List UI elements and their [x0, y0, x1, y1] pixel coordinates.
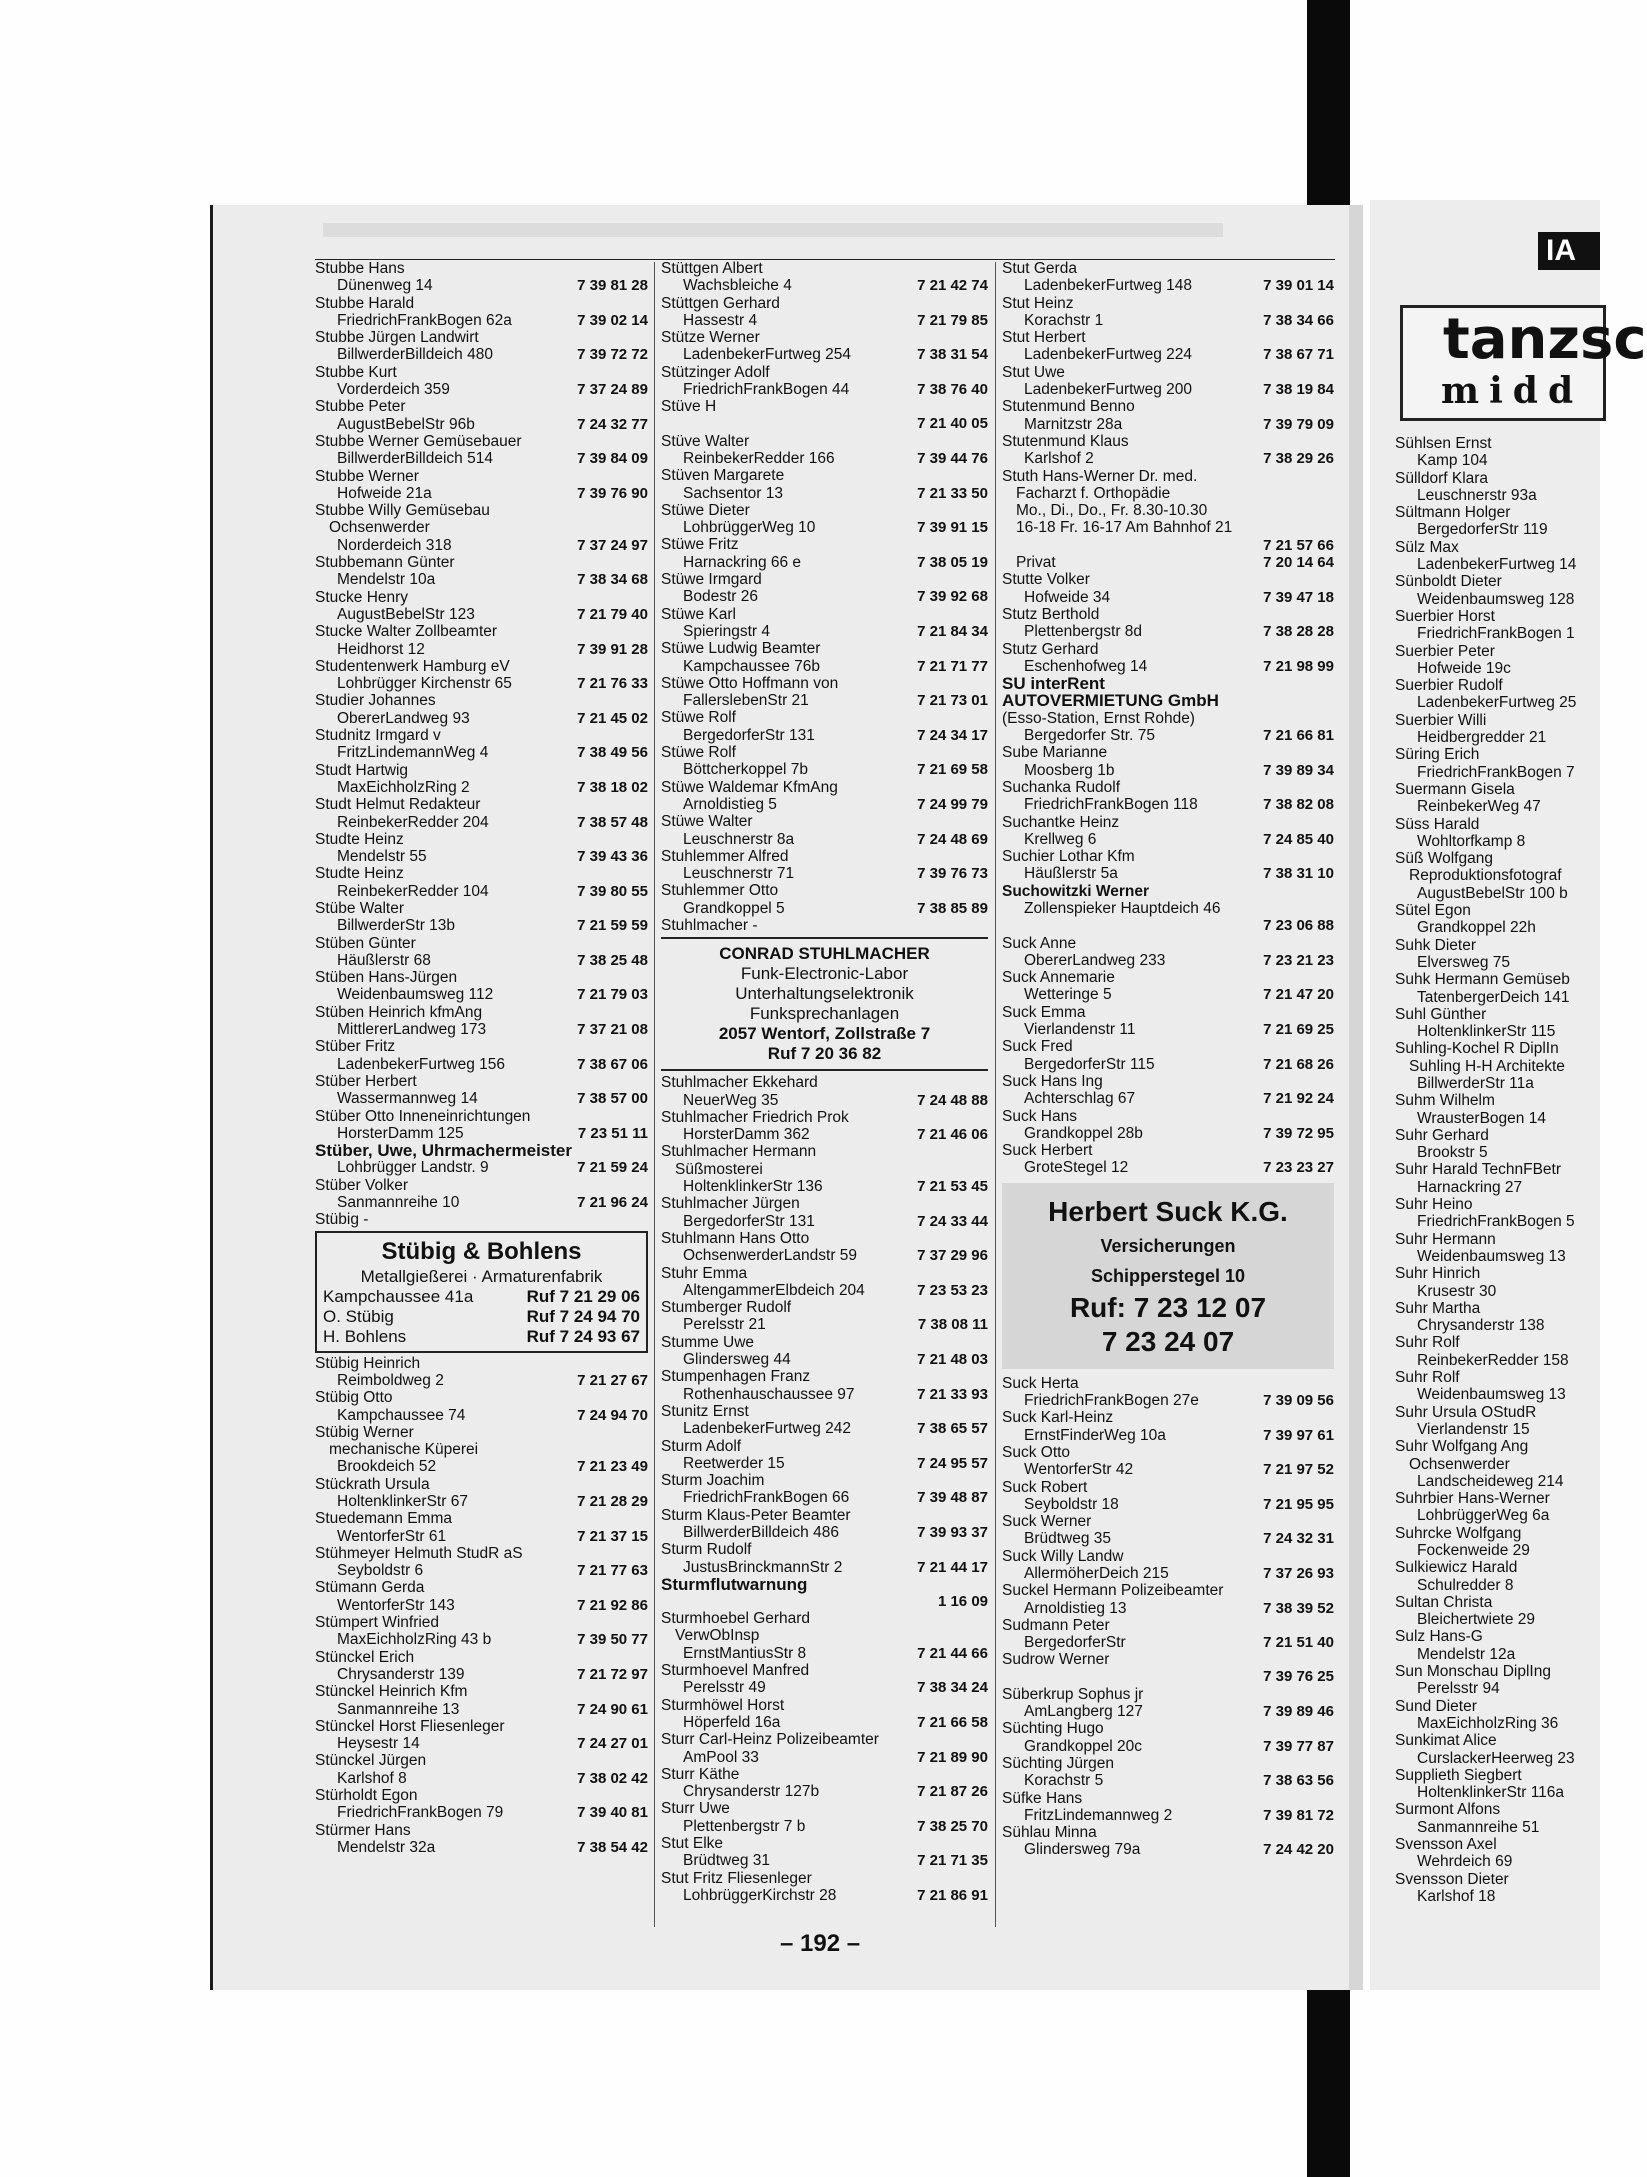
list-item: Süß Wolfgang Reproduktionsfotograf AugustBebelStr 100 b [1395, 850, 1568, 902]
phone-number: 7 39 50 77 [577, 1631, 648, 1649]
page-number: – 192 – [780, 1930, 861, 1957]
interrent-entry: SU interRent AUTOVERMIETUNG GmbH (Esso-Station, Ernst Rohde) Bergedorfer Str. 75 7 21 66 81 [1002, 674, 1334, 745]
phone-number: 7 38 29 26 [1263, 450, 1334, 468]
list-item: Süchting Hugo Grandkoppel 20c 7 39 77 87 [1002, 1720, 1334, 1755]
phone-number: 7 21 27 67 [577, 1371, 648, 1389]
list-item: Suhr Hinrich Krusestr 30 [1395, 1265, 1497, 1300]
list-item: Sunkimat Alice CurslackerHeerweg 23 [1395, 1732, 1575, 1767]
list-item: Stüwe Rolf BergedorferStr 131 7 24 34 17 [661, 709, 988, 744]
list-item: Sülldorf Klara Leuschnerstr 93a [1395, 469, 1537, 504]
list-item: Stünckel Horst Fliesenleger Heysestr 14 7 24 27 01 [315, 1717, 648, 1753]
phone-number: 7 21 45 02 [577, 709, 648, 727]
list-item: Stünckel Erich Chrysanderstr 139 7 21 72 97 [315, 1648, 648, 1683]
phone-number: 7 21 79 85 [917, 311, 988, 329]
list-item: Sültmann Holger BergedorferStr 119 [1395, 504, 1548, 539]
phone-number: 7 39 72 72 [577, 346, 648, 364]
column-1 [315, 260, 648, 1856]
list-item: Stübig Werner mechanische Küperei Brookdeich 52 7 21 23 49 [315, 1423, 648, 1476]
list-item: Suck Annemarie Wetteringe 5 7 21 47 20 [1002, 969, 1334, 1004]
list-item: Studt Helmut Redakteur ReinbekerRedder 204 7 38 57 48 [315, 796, 648, 831]
list-item: Suchowitzki Werner Zollenspieker Hauptdeich 46 7 23 06 88 [1002, 882, 1334, 935]
list-item: Suchanka Rudolf FriedrichFrankBogen 118 7 38 82 08 [1002, 778, 1334, 814]
phone-number: 7 21 42 74 [917, 277, 988, 295]
phone-number: 7 38 57 00 [577, 1090, 648, 1108]
column-divider [654, 262, 655, 1927]
phone-number: 7 21 51 40 [1263, 1634, 1334, 1652]
phone-number: 7 21 86 91 [917, 1886, 988, 1904]
phone-number: 7 38 85 89 [917, 899, 988, 917]
list-item: Sturr Carl-Heinz Polizeibeamter AmPool 33 7 21 89 90 [661, 1731, 988, 1766]
phone-number: 7 38 02 42 [577, 1769, 648, 1787]
phone-number: 7 39 97 61 [1263, 1426, 1334, 1444]
list-item: Stümpert Winfried MaxEichholzRing 43 b 7 39 50 77 [315, 1614, 648, 1649]
phone-number: 7 24 32 77 [577, 415, 648, 433]
list-item: Stüwe Dieter LohbrüggerWeg 10 7 39 91 15 [661, 501, 988, 537]
list-item: Stubbe Peter AugustBebelStr 96b 7 24 32 77 [315, 398, 648, 433]
column-3 [1002, 260, 1334, 1859]
phone-number: 7 39 76 25 [1263, 1668, 1334, 1686]
list-item: Stutte Volker Hofweide 34 7 39 47 18 [1002, 571, 1334, 606]
list-item: Stuhlmacher Friedrich Prok HorsterDamm 362 7 21 46 06 [661, 1108, 988, 1144]
list-item: Sturr Käthe Chrysanderstr 127b 7 21 87 26 [661, 1765, 988, 1801]
list-item: Sturm Adolf Reetwerder 15 7 24 95 57 [661, 1437, 988, 1472]
list-item: Sütel Egon Grandkoppel 22h [1395, 902, 1536, 937]
phone-number: 7 24 90 61 [577, 1700, 648, 1718]
phone-number: 7 24 33 44 [917, 1212, 988, 1230]
list-item: Stünckel Heinrich Kfm Sanmannreihe 13 7 24 90 61 [315, 1683, 648, 1718]
list-item: Studte Heinz ReinbekerRedder 104 7 39 80 55 [315, 865, 648, 900]
phone-number: 7 21 92 24 [1263, 1090, 1334, 1108]
phone-number: 7 38 34 68 [577, 571, 648, 589]
phone-number: 7 21 69 25 [1263, 1021, 1334, 1039]
list-item: Stüwe Rolf Böttcherkoppel 7b 7 21 69 58 [661, 744, 988, 779]
list-item: Suermann Gisela ReinbekerWeg 47 [1395, 780, 1541, 816]
phone-number: 7 39 44 76 [917, 449, 988, 467]
list-item: Supplieth Siegbert HoltenklinkerStr 116a [1395, 1766, 1565, 1802]
phone-number: 7 23 51 11 [577, 1124, 648, 1142]
phone-number: 7 23 53 23 [917, 1281, 988, 1299]
phone-number: 7 39 79 09 [1263, 415, 1334, 433]
phone-number: 7 38 25 48 [577, 951, 648, 969]
list-item: Stüben Günter Häußlerstr 68 7 38 25 48 [315, 934, 648, 969]
phone-number: 7 39 48 87 [917, 1489, 988, 1507]
phone-number: 7 39 84 09 [577, 450, 648, 468]
list-item: Stüwe Otto Hoffmann von FallerslebenStr 21 7 21 73 01 [661, 674, 988, 710]
phone-number: 7 21 71 35 [917, 1852, 988, 1870]
list-item: Suck Hans Ing Achterschlag 67 7 21 92 24 [1002, 1072, 1334, 1108]
phone-number: 7 21 97 52 [1263, 1461, 1334, 1479]
phone-number: 7 21 84 34 [917, 622, 988, 640]
list-item: Sülz Max LadenbekerFurtweg 14 [1395, 538, 1577, 574]
list-item: Stuhlmacher Ekkehard NeuerWeg 35 7 24 48 88 [661, 1074, 988, 1109]
phone-number: 7 39 40 81 [577, 1804, 648, 1822]
list-item: Studentenwerk Hamburg eV Lohbrügger Kirchenstr 65 7 21 76 33 [315, 657, 648, 693]
list-item: Süchting Jürgen Korachstr 5 7 38 63 56 [1002, 1754, 1334, 1790]
list-item: Stuedemann Emma WentorferStr 61 7 21 37 15 [315, 1510, 648, 1545]
column-divider [995, 262, 996, 1927]
phone-number: 7 38 31 54 [917, 346, 988, 364]
phone-number: 7 38 25 70 [917, 1817, 988, 1835]
phone-number: 7 38 82 08 [1263, 796, 1334, 814]
list-item: Stubbemann Günter Mendelstr 10a 7 38 34 68 [315, 554, 648, 589]
phone-number: 7 24 32 31 [1263, 1530, 1334, 1548]
phone-number: 7 37 26 93 [1263, 1565, 1334, 1582]
list-item: Stüben Heinrich kfmAng MittlererLandweg 173 7 37 21 08 [315, 1003, 648, 1039]
list-item: Sturm Klaus-Peter Beamter BillwerderBilldeich 486 7 39 93 37 [661, 1506, 988, 1541]
phone-number: 7 39 80 55 [577, 882, 648, 900]
phone-number: 7 21 69 58 [917, 761, 988, 779]
phone-number: 7 38 05 19 [917, 553, 988, 571]
list-item: Stüwe Walter Leuschnerstr 8a 7 24 48 69 [661, 813, 988, 848]
list-item: Suhr Harald TechnFBetr Harnackring 27 [1395, 1161, 1561, 1196]
phone-number: 7 23 21 23 [1263, 951, 1334, 969]
list-item: Stürmer Hans Mendelstr 32a 7 38 54 42 [315, 1821, 648, 1856]
list-item: Stubbe Hans Dünenweg 14 7 39 81 28 [315, 260, 648, 295]
list-item: Stubbe Willy Gemüsebau Ochsenwerder Norderdeich 318 7 37 24 97 [315, 502, 648, 554]
list-item: Stut Gerda LadenbekerFurtweg 148 7 39 01 14 [1002, 260, 1334, 295]
phone-number: 7 24 94 70 [577, 1406, 648, 1424]
list-item: Suhr Wolfgang Ang Ochsenwerder Landscheideweg 214 [1395, 1438, 1564, 1490]
phone-number: 7 24 34 17 [917, 726, 988, 744]
phone-number: 7 21 28 29 [577, 1493, 648, 1510]
right-column [1395, 435, 1600, 1905]
list-item: Stübig Heinrich Reimboldweg 2 7 21 27 67 [315, 1354, 648, 1389]
phone-number: 7 38 19 84 [1263, 381, 1334, 399]
list-item: Suck Robert Seyboldstr 18 7 21 95 95 [1002, 1478, 1334, 1513]
list-item: Suhl Günther HoltenklinkerStr 115 [1395, 1005, 1556, 1041]
phone-number: 7 37 24 97 [577, 536, 648, 554]
list-item: Suck Anne ObererLandweg 233 7 23 21 23 [1002, 934, 1334, 969]
phone-number: 7 21 79 03 [577, 986, 648, 1004]
list-item: Suhling-Kochel R DiplIn Suhling H-H Architekte BillwerderStr 11a [1395, 1040, 1565, 1092]
list-item: Suck Emma Vierlandenstr 11 7 21 69 25 [1002, 1003, 1334, 1039]
list-item: Sturmhoevel Manfred Perelsstr 49 7 38 34 24 [661, 1662, 988, 1697]
list-item: Stut Uwe LadenbekerFurtweg 200 7 38 19 84 [1002, 363, 1334, 399]
list-item: Suhr Rolf ReinbekerRedder 158 [1395, 1334, 1569, 1369]
list-item: Suerbier Peter Hofweide 19c [1395, 642, 1511, 677]
list-item: Stubbe Werner Gemüsebauer BillwerderBilldeich 514 7 39 84 09 [315, 432, 648, 468]
phone-number: 7 21 98 99 [1263, 657, 1334, 675]
list-item: Suhr Martha Chrysanderstr 138 [1395, 1299, 1545, 1335]
phone-number: 7 38 65 57 [917, 1420, 988, 1438]
list-item: Stubbe Jürgen Landwirt BillwerderBilldeich 480 7 39 72 72 [315, 329, 648, 364]
list-item: Stuhlemmer Alfred Leuschnerstr 71 7 39 76 73 [661, 847, 988, 883]
list-item: Stümann Gerda WentorferStr 143 7 21 92 86 [315, 1579, 648, 1614]
list-item: Suhrbier Hans-Werner LohbrüggerWeg 6a [1395, 1490, 1550, 1525]
list-item: Stüber, Uwe, Uhrmachermeister Lohbrügger Landstr. 9 7 21 59 24 [315, 1141, 648, 1177]
list-item: Süberkrup Sophus jr AmLangberg 127 7 39 89 46 [1002, 1685, 1334, 1721]
list-item: Sturmhöwel Horst Höperfeld 16a 7 21 66 58 [661, 1696, 988, 1731]
list-item: Stüber Otto Inneneinrichtungen HorsterDamm 125 7 23 51 11 [315, 1107, 648, 1142]
phone-number: 7 37 21 08 [577, 1021, 648, 1039]
list-item: Stucke Walter Zollbeamter Heidhorst 12 7 39 91 28 [315, 623, 648, 658]
phone-number: 7 21 40 05 [917, 415, 988, 433]
phone-number: 1 16 09 [937, 1592, 988, 1610]
list-item: Stucke Henry AugustBebelStr 123 7 21 79 40 [315, 588, 648, 623]
list-item: Suhk Hermann Gemüseb TatenbergerDeich 141 [1395, 971, 1570, 1006]
list-item: Suhk Dieter Elversweg 75 [1395, 936, 1511, 971]
list-item: Studnitz Irmgard v FritzLindemannWeg 4 7 38 49 56 [315, 727, 648, 762]
list-item: Süring Erich FriedrichFrankBogen 7 [1395, 746, 1575, 781]
phone-number: 7 21 87 26 [917, 1783, 988, 1801]
list-item: Sund Dieter MaxEichholzRing 36 [1395, 1697, 1559, 1732]
list-item: Suck Herta FriedrichFrankBogen 27e 7 39 09 56 [1002, 1374, 1334, 1410]
phone-number: 7 38 34 66 [1263, 311, 1334, 329]
list-item: Süss Harald Wohltorfkamp 8 [1395, 815, 1526, 850]
list-item: Suhr Rolf Weidenbaumsweg 13 [1395, 1369, 1566, 1404]
list-item: Suchier Lothar Kfm Häußlerstr 5a 7 38 31 10 [1002, 848, 1334, 883]
list-item: Sultan Christa Bleichertwiete 29 [1395, 1593, 1536, 1629]
list-item: Suck Otto WentorferStr 42 7 21 97 52 [1002, 1443, 1334, 1479]
list-item: Sulkiewicz Harald Schulredder 8 [1395, 1559, 1518, 1594]
tanzschule-ad: tanzsc midd [1400, 305, 1606, 421]
list-item: Svensson Dieter Karlshof 18 [1395, 1870, 1509, 1905]
phone-number: 7 21 46 06 [917, 1126, 988, 1144]
list-item: Studt Hartwig MaxEichholzRing 2 7 38 18 02 [315, 761, 648, 796]
list-item: Sturm Joachim FriedrichFrankBogen 66 7 39 48 87 [661, 1472, 988, 1507]
list-item: Stückrath Ursula HoltenklinkerStr 67 7 21 28 29 [315, 1475, 648, 1510]
phone-number: 7 21 48 03 [917, 1351, 988, 1369]
list-item: Sudrow Werner 7 39 76 25 [1002, 1651, 1334, 1686]
list-item: Stut Herbert LadenbekerFurtweg 224 7 38 67 71 [1002, 329, 1334, 364]
list-item: Sudmann Peter BergedorferStr 7 21 51 40 [1002, 1616, 1334, 1652]
list-item: Stützinger Adolf FriedrichFrankBogen 44 7 38 76 40 [661, 363, 988, 399]
phone-number: 7 38 39 52 [1263, 1599, 1334, 1617]
phone-number: 7 39 01 14 [1263, 277, 1334, 295]
phone-number: 7 39 81 28 [577, 277, 648, 295]
herbert-suck-ad: Herbert Suck K.G. Versicherungen Schipperstegel 10 Ruf: 7 23 12 07 7 23 24 07 [1002, 1183, 1334, 1369]
list-item: Sturr Uwe Plettenbergstr 7 b 7 38 25 70 [661, 1800, 988, 1835]
list-item: Stut Elke Brüdtweg 31 7 21 71 35 [661, 1835, 988, 1870]
phone-number: 7 21 89 90 [917, 1748, 988, 1766]
list-item: Stüwe Ludwig Beamter Kampchaussee 76b 7 21 71 77 [661, 640, 988, 675]
list-item: Suck Willy Landw AllermöherDeich 215 7 37 26 93 [1002, 1547, 1334, 1582]
phone-number: 7 21 44 17 [917, 1558, 988, 1576]
phone-number: 7 21 73 01 [917, 692, 988, 710]
list-item: Stüben Hans-Jürgen Weidenbaumsweg 112 7 21 79 03 [315, 969, 648, 1004]
phone-number: 7 24 27 01 [577, 1735, 648, 1753]
list-item: Sünboldt Dieter Weidenbaumsweg 128 [1395, 573, 1575, 608]
phone-number: 7 38 08 11 [917, 1316, 988, 1334]
list-item: Stüwe Karl Spieringstr 4 7 21 84 34 [661, 605, 988, 640]
list-item: Stubbe Harald FriedrichFrankBogen 62a 7 39 02 14 [315, 294, 648, 329]
list-item: Stüve Walter ReinbekerRedder 166 7 39 44 76 [661, 432, 988, 467]
list-item: Stutz Gerhard Eschenhofweg 14 7 21 98 99 [1002, 640, 1334, 675]
right-header-box: IA [1538, 232, 1600, 270]
phone-number: 7 21 23 49 [577, 1458, 648, 1476]
list-item: Stuhlmacher Hermann Süßmosterei HoltenklinkerStr 136 7 21 53 45 [661, 1143, 988, 1196]
stuebig-bohlens-box: Stübig & Bohlens Metallgießerei · Armaturenfabrik Kampchaussee 41a Ruf 7 21 29 06 O. Stübig Ruf 7 24 94 70 H. Bohlens Ruf 7 24 93 67 [315, 1231, 648, 1353]
list-item: Stürholdt Egon FriedrichFrankBogen 79 7 39 40 81 [315, 1787, 648, 1822]
phone-number: 7 21 95 95 [1263, 1495, 1334, 1513]
phone-number: 7 38 76 40 [917, 381, 988, 399]
list-item: Studte Heinz Mendelstr 55 7 39 43 36 [315, 830, 648, 866]
binding-strip-top [1307, 0, 1350, 205]
phone-number: 7 21 33 93 [917, 1385, 988, 1403]
phone-number: 7 38 57 48 [577, 813, 648, 831]
list-item: Sühlau Minna Glindersweg 79a 7 24 42 20 [1002, 1824, 1334, 1859]
list-item: Suhr Heino FriedrichFrankBogen 5 [1395, 1196, 1575, 1231]
phone-number: 7 37 24 89 [577, 381, 648, 399]
list-item: Suhr Hermann Weidenbaumsweg 13 [1395, 1230, 1566, 1265]
phone-number: 7 39 89 34 [1263, 761, 1334, 779]
phone-number: 7 38 54 42 [577, 1838, 648, 1856]
list-item: Svensson Axel Wehrdeich 69 [1395, 1836, 1513, 1871]
phone-number: 7 39 47 18 [1263, 588, 1334, 606]
phone-number: 7 37 29 96 [917, 1247, 988, 1265]
list-item: Sühlsen Ernst Kamp 104 [1395, 435, 1492, 470]
list-item: Stubbe Werner Hofweide 21a 7 39 76 90 [315, 467, 648, 502]
phone-number: 7 38 31 10 [1263, 865, 1334, 883]
list-item: Stutenmund Klaus Karlshof 2 7 38 29 26 [1002, 432, 1334, 468]
list-item: Stüwe Fritz Harnackring 66 e 7 38 05 19 [661, 536, 988, 571]
phone-number: 7 38 28 28 [1263, 623, 1334, 641]
list-item: Suhrcke Wolfgang Fockenweide 29 [1395, 1524, 1530, 1559]
list-item: Stubbe Kurt Vorderdeich 359 7 37 24 89 [315, 363, 648, 399]
list-item: Studier Johannes ObererLandweg 93 7 21 45 02 [315, 692, 648, 727]
phone-number: 7 39 93 37 [917, 1524, 988, 1541]
list-item: Suck Herbert GroteStegel 12 7 23 23 27 [1002, 1142, 1334, 1177]
list-item: Suckel Hermann Polizeibeamter Arnoldistieg 13 7 38 39 52 [1002, 1582, 1334, 1617]
phone-number: 7 39 77 87 [1263, 1737, 1334, 1755]
phone-number: 7 39 91 28 [577, 640, 648, 658]
phone-number: 7 24 48 69 [917, 830, 988, 848]
list-item: Stüber Volker Sanmannreihe 10 7 21 96 24 [315, 1176, 648, 1212]
phone-number: 7 39 02 14 [577, 311, 648, 329]
list-item: Suhr Ursula OStudR Vierlandenstr 15 [1395, 1403, 1537, 1438]
list-item: Stuth Hans-Werner Dr. med. Facharzt f. Orthopädie Mo., Di., Do., Fr. 8.30-10.30 16-18 Fr. 16-17 Am Bahnhof 21 7 21 57 66 Privat 7 20 14 64 [1002, 467, 1334, 572]
list-item: Stüber Herbert Wassermannweg 14 7 38 57 00 [315, 1072, 648, 1108]
phone-number: 7 38 18 02 [577, 778, 648, 796]
phone-number: 7 21 59 24 [577, 1159, 648, 1177]
list-item: Stühmeyer Helmuth StudR aS Seyboldstr 6 7 21 77 63 [315, 1544, 648, 1580]
phone-number: 7 21 44 66 [917, 1644, 988, 1662]
phone-number: 7 21 77 63 [577, 1562, 648, 1580]
list-item: Stut Heinz Korachstr 1 7 38 34 66 [1002, 294, 1334, 329]
phone-number: 7 21 96 24 [577, 1194, 648, 1212]
list-item: Stüve H 7 21 40 05 [661, 398, 988, 433]
phone-number: 7 21 92 86 [577, 1596, 648, 1614]
list-item: Suerbier Willi Heidbergredder 21 [1395, 711, 1547, 747]
list-item: Stüven Margarete Sachsentor 13 7 21 33 50 [661, 467, 988, 502]
list-item: Sulz Hans-G Mendelstr 12a [1395, 1628, 1516, 1663]
phone-number: 7 39 81 72 [1263, 1806, 1334, 1824]
list-item: Stutenmund Benno Marnitzstr 28a 7 39 79 09 [1002, 398, 1334, 433]
phone-number: 7 39 76 90 [577, 484, 648, 502]
list-item: Stumme Uwe Glindersweg 44 7 21 48 03 [661, 1333, 988, 1369]
phone-number: 7 38 67 71 [1263, 346, 1334, 364]
phone-number: 7 21 47 20 [1263, 986, 1334, 1004]
list-item: Sturmhoebel Gerhard VerwObInsp ErnstMantiusStr 8 7 21 44 66 [661, 1610, 988, 1662]
list-item: Suck Werner Brüdtweg 35 7 24 32 31 [1002, 1513, 1334, 1548]
phone-number: 7 38 63 56 [1263, 1772, 1334, 1790]
phone-number: 7 39 92 68 [917, 588, 988, 606]
phone-number: 7 39 91 15 [917, 519, 988, 537]
phone-number: 7 21 68 26 [1263, 1055, 1334, 1073]
phone-number: 7 21 37 15 [577, 1527, 648, 1545]
conrad-stuhlmacher-box: CONRAD STUHLMACHER Funk-Electronic-Labor Unterhaltungselektronik Funksprechanlagen 2057 Wentorf, Zollstraße 7 Ruf 7 20 36 82 [718, 944, 931, 1064]
phone-number: 7 38 67 06 [577, 1055, 648, 1073]
list-item: Suck Karl-Heinz ErnstFinderWeg 10a 7 39 97 61 [1002, 1409, 1334, 1444]
phone-number: 7 38 34 24 [917, 1679, 988, 1697]
list-item: Stuhlmacher Jürgen BergedorferStr 131 7 24 33 44 [661, 1195, 988, 1230]
list-item: Stutz Berthold Plettenbergstr 8d 7 38 28 28 [1002, 605, 1334, 641]
phone-number: 7 23 23 27 [1263, 1159, 1334, 1177]
column-2 [661, 260, 988, 1904]
list-item: Stut Fritz Fliesenleger LohbrüggerKirchstr 28 7 21 86 91 [661, 1869, 988, 1904]
list-item: Stüwe Waldemar KfmAng Arnoldistieg 5 7 24 99 79 [661, 778, 988, 813]
list-item: Stübig - [315, 1211, 369, 1229]
phone-number: 7 21 72 97 [577, 1665, 648, 1683]
list-item: Suerbier Rudolf LadenbekerFurtweg 25 [1395, 677, 1577, 712]
list-item: Stübig Otto Kampchaussee 74 7 24 94 70 [315, 1389, 648, 1424]
phone-number: 7 24 95 57 [917, 1454, 988, 1472]
phone-number: 7 24 42 20 [1263, 1841, 1334, 1859]
phone-number: 7 39 43 36 [577, 848, 648, 866]
list-item: Stuhlmacher - [661, 916, 758, 934]
list-item: Suchantke Heinz Krellweg 6 7 24 85 40 [1002, 813, 1334, 848]
phone-number: 7 39 72 95 [1263, 1124, 1334, 1142]
list-item: Stumberger Rudolf Perelsstr 21 7 38 08 11 [661, 1299, 988, 1334]
phone-number: 7 39 09 56 [1263, 1392, 1334, 1410]
list-item: Stüber Fritz LadenbekerFurtweg 156 7 38 67 06 [315, 1038, 648, 1073]
list-item: Suerbier Horst FriedrichFrankBogen 1 [1395, 607, 1575, 643]
phone-number: 7 24 99 79 [917, 795, 988, 813]
list-item: Stüttgen Albert Wachsbleiche 4 7 21 42 74 [661, 260, 988, 295]
list-item: Sturm Rudolf JustusBrinckmannStr 2 7 21 44 17 [661, 1541, 988, 1576]
list-item: Stuhlmann Hans Otto OchsenwerderLandstr 59 7 37 29 96 [661, 1229, 988, 1265]
list-item: Stumpenhagen Franz Rothenhauschaussee 97 7 21 33 93 [661, 1368, 988, 1403]
list-item: Surmont Alfons Sanmannreihe 51 [1395, 1801, 1540, 1836]
list-item: Suck Hans Grandkoppel 28b 7 39 72 95 [1002, 1107, 1334, 1142]
list-item: Süfke Hans FritzLindemannweg 2 7 39 81 72 [1002, 1789, 1334, 1824]
phone-number: 7 21 53 45 [917, 1178, 988, 1196]
phone-number: 7 21 76 33 [577, 675, 648, 693]
list-item: Stüttgen Gerhard Hassestr 4 7 21 79 85 [661, 294, 988, 329]
list-item: Stuhr Emma AltengammerElbdeich 204 7 23 53 23 [661, 1264, 988, 1299]
list-item: Stunitz Ernst LadenbekerFurtweg 242 7 38 65 57 [661, 1402, 988, 1438]
list-item: Sube Marianne Moosberg 1b 7 39 89 34 [1002, 744, 1334, 779]
list-item: Suhm Wilhelm WrausterBogen 14 [1395, 1092, 1546, 1127]
list-item: Stübe Walter BillwerderStr 13b 7 21 59 59 [315, 899, 648, 935]
list-item: Stuhlemmer Otto Grandkoppel 5 7 38 85 89 [661, 882, 988, 917]
phone-number: 7 21 66 58 [917, 1713, 988, 1731]
list-item: Stünckel Jürgen Karlshof 8 7 38 02 42 [315, 1752, 648, 1787]
list-item: Stüwe Irmgard Bodestr 26 7 39 92 68 [661, 571, 988, 606]
list-item: Suck Fred BergedorferStr 115 7 21 68 26 [1002, 1038, 1334, 1073]
phone-number: 7 24 85 40 [1263, 830, 1334, 848]
phone-number: 7 21 71 77 [917, 657, 988, 675]
list-item: Sun Monschau DiplIng Perelsstr 94 [1395, 1663, 1551, 1698]
phone-number: 7 39 76 73 [917, 865, 988, 883]
phone-number: 7 21 59 59 [577, 917, 648, 935]
phone-number: 7 38 49 56 [577, 744, 648, 762]
phone-number: 7 21 33 50 [917, 484, 988, 502]
phone-number: 7 24 48 88 [917, 1091, 988, 1109]
list-item: Stütze Werner LadenbekerFurtweg 254 7 38 31 54 [661, 329, 988, 364]
phone-number: 7 21 79 40 [577, 605, 648, 623]
list-item: Suhr Gerhard Brookstr 5 [1395, 1126, 1489, 1162]
phone-number: 7 39 89 46 [1263, 1703, 1334, 1721]
list-item: Sturmflutwarnung 1 16 09 [661, 1574, 988, 1610]
